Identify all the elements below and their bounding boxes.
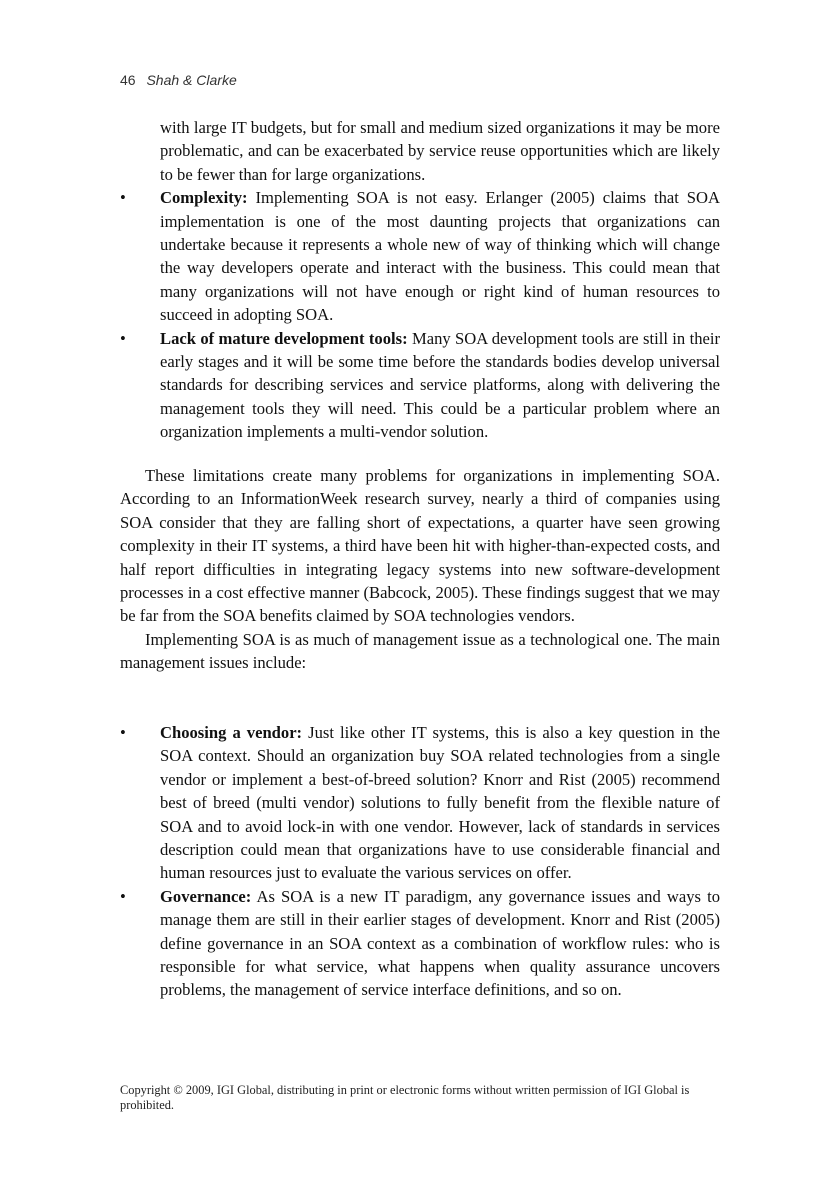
running-header (120, 72, 237, 88)
list-item-complexity (120, 186, 720, 326)
bullet-icon: • (120, 886, 126, 906)
body-section-paragraphs (120, 464, 720, 675)
paragraph-limitations-survey: These limitations create many problems for organizations in implementing SOA. According to an InformationWeek research survey, nearly a third of companies using SOA consider that they are falling short of expectations, a quarter have seen growing complexity in their IT systems, a third have been hit with higher-than-expected costs, and half report difficulties in integrating legacy systems into new software-development processes in a cost effective manner (Babcock, 2005). These findings suggest that we may be far from the SOA benefits claimed by SOA technologies vendors. (120, 466, 720, 626)
list-item-term: Complexity: (160, 188, 248, 208)
list-item-text: As SOA is a new IT paradigm, any governance issues and ways to manage them are still in their earlier stages of development. Knorr and Rist (2005) define governance in an SOA context as a combination of workflow rules: who is responsible for what service, what happens when quality assurance uncovers problems, the management of service interface definitions, and so on. (160, 886, 720, 1000)
list-item-term: Choosing a vendor: (160, 723, 303, 742)
management-issues-list (120, 721, 720, 1002)
bullet-icon: • (120, 188, 126, 208)
bullet-icon: • (120, 328, 126, 348)
body-section-management-issues (120, 721, 720, 1002)
running-head-authors: Shah & Clarke (146, 72, 237, 88)
list-item-dev-tools (120, 327, 720, 444)
list-item-governance (120, 885, 720, 1002)
paragraph-management-intro: Implementing SOA is as much of management issue as a technological one. The main management issues include: (120, 629, 720, 673)
continuation-paragraph: with large IT budgets, but for small and medium sized organizations it may be more problematic, and can be exacerbated by service reuse opportunities which are likely to be fewer than for large organizations. (160, 118, 720, 184)
list-item-text: Implementing SOA is not easy. Erlanger (2005) claims that SOA implementation is one of the most daunting projects that organizations can undertake because it represents a whole new of way of thinking which will change the way developers operate and interact with the business. This could mean that many organizations will not have enough or right kind of human resources to succeed in adopting SOA. (160, 188, 720, 325)
bullet-icon: • (120, 723, 126, 742)
limitations-list (120, 186, 720, 443)
page-number: 46 (120, 72, 136, 88)
list-item-term: Lack of mature development tools: (160, 328, 408, 348)
list-item-text: Many SOA development tools are still in their early stages and it will be some time before the standards bodies develop universal standards for describing services and service platforms, along with delivering the management tools they will need. This could be a particular problem where an organization implements a multi-vendor solution. (160, 328, 720, 442)
body-section-limitations (120, 116, 720, 444)
copyright-footer: Copyright © 2009, IGI Global, distributing in print or electronic forms without written permission of IGI Global is prohibited. (120, 1083, 690, 1112)
list-item-text: Just like other IT systems, this is also a key question in the SOA context. Should an organization buy SOA related technologies from a single vendor or implement a best-of-breed solution? Knorr and Rist (2005) recommend best of breed (multi vendor) solutions to fully benefit from the flexible nature of SOA and to avoid lock-in with one vendor. However, lack of standards in services description could mean that organizations have to use considerable financial and human resources just to evaluate the various services on offer. (160, 723, 720, 883)
list-item-term: Governance: (160, 886, 252, 906)
list-item-choosing-vendor (120, 721, 720, 885)
